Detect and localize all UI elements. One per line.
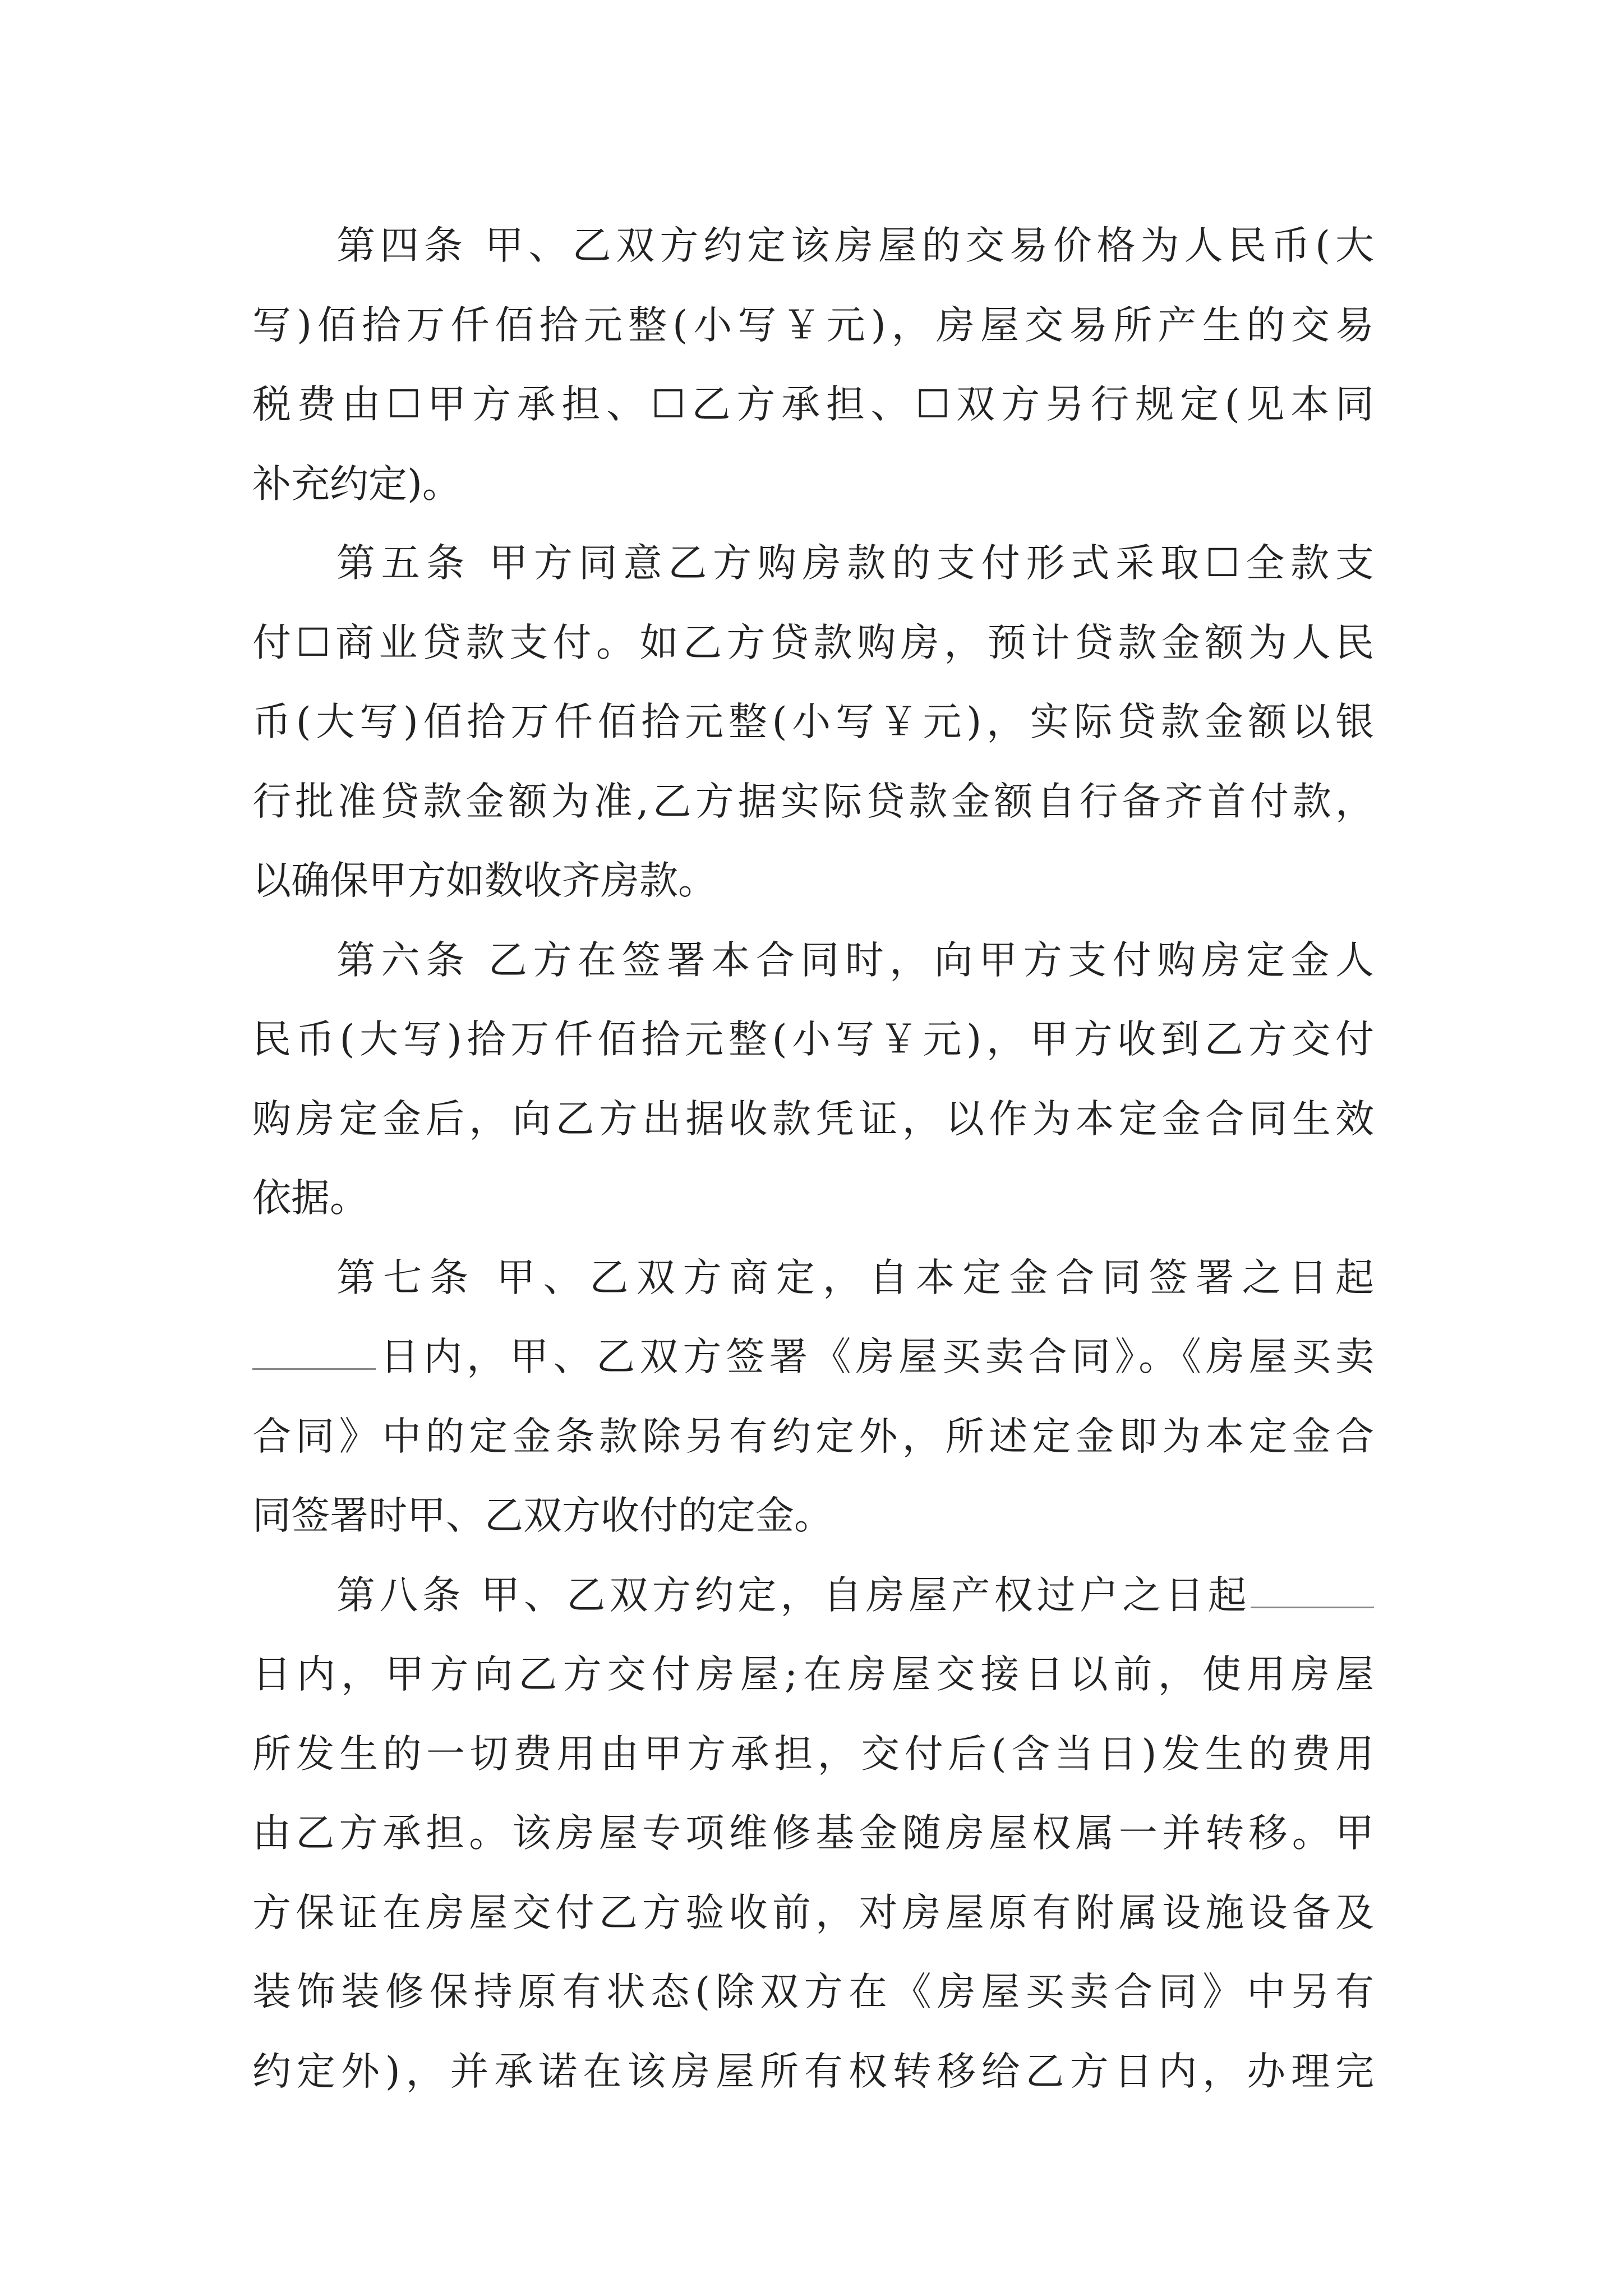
article-8-line-1: 第八条 甲、乙双方约定，自房屋产权过户之日起 bbox=[336, 1572, 1251, 1618]
article-4-line-4: 补充约定)。 bbox=[252, 461, 461, 507]
article-8-line-5: 方保证在房屋交付乙方验收前，对房屋原有附属设施设备及 bbox=[252, 1890, 1374, 1935]
article-4-line-1: 第四条 甲、乙双方约定该房屋的交易价格为人民币(大 bbox=[336, 223, 1374, 268]
article-5-line-1: 第五条 甲方同意乙方购房款的支付形式采取☐全款支 bbox=[336, 541, 1374, 586]
article-8-line-3: 所发生的一切费用由甲方承担，交付后(含当日)发生的费用 bbox=[252, 1731, 1374, 1777]
article-6-paragraph bbox=[252, 921, 1374, 1239]
article-8-line-1-row bbox=[252, 1556, 1374, 1636]
days-blank-underline bbox=[252, 1335, 376, 1370]
article-5-line-5: 以确保甲方如数收齐房款。 bbox=[252, 858, 717, 903]
days-blank-underline bbox=[1251, 1573, 1374, 1608]
article-6-line-3: 购房定金后，向乙方出据收款凭证，以作为本定金合同生效 bbox=[252, 1096, 1374, 1142]
article-5-paragraph bbox=[252, 524, 1374, 921]
article-5-line-2: 付☐商业贷款支付。如乙方贷款购房，预计贷款金额为人民 bbox=[252, 620, 1374, 665]
contract-body bbox=[252, 206, 1374, 2111]
article-7-paragraph bbox=[252, 1239, 1374, 1556]
article-8-line-6: 装饰装修保持原有状态(除双方在《房屋买卖合同》中另有 bbox=[252, 1970, 1374, 2014]
article-8-paragraph bbox=[252, 1556, 1374, 2112]
article-4-line-2: 写)佰拾万仟佰拾元整(小写￥元)，房屋交易所产生的交易 bbox=[252, 302, 1374, 348]
article-6-line-1: 第六条 乙方在签署本合同时，向甲方支付购房定金人 bbox=[336, 937, 1374, 983]
article-6-line-2: 民币(大写)拾万仟佰拾元整(小写￥元)，甲方收到乙方交付 bbox=[252, 1017, 1374, 1062]
article-7-line-4: 同签署时甲、乙双方收付的定金。 bbox=[252, 1493, 833, 1538]
article-5-line-3: 币(大写)佰拾万仟佰拾元整(小写￥元)，实际贷款金额以银 bbox=[252, 700, 1374, 744]
article-4-paragraph bbox=[252, 206, 1374, 524]
article-8-line-2: 日内，甲方向乙方交付房屋;在房屋交接日以前，使用房屋 bbox=[252, 1652, 1374, 1697]
article-7-line-2-row bbox=[252, 1318, 1374, 1397]
article-8-line-4: 由乙方承担。该房屋专项维修基金随房屋权属一并转移。甲 bbox=[252, 1811, 1374, 1856]
article-8-line-7: 约定外)，并承诺在该房屋所有权转移给乙方日内，办理完 bbox=[252, 2049, 1374, 2094]
article-6-line-4: 依据。 bbox=[252, 1176, 368, 1221]
article-7-line-3: 合同》中的定金条款除另有约定外，所述定金即为本定金合 bbox=[252, 1414, 1374, 1459]
article-7-line-2: 日内，甲、乙双方签署《房屋买卖合同》。《房屋买卖 bbox=[376, 1335, 1374, 1379]
article-5-line-4: 行批准贷款金额为准,乙方据实际贷款金额自行备齐首付款， bbox=[252, 779, 1374, 824]
article-4-line-3: 税费由☐甲方承担、☐乙方承担、☐双方另行规定(见本同 bbox=[252, 382, 1374, 427]
article-7-line-1: 第七条 甲、乙双方商定，自本定金合同签署之日起 bbox=[336, 1255, 1374, 1300]
